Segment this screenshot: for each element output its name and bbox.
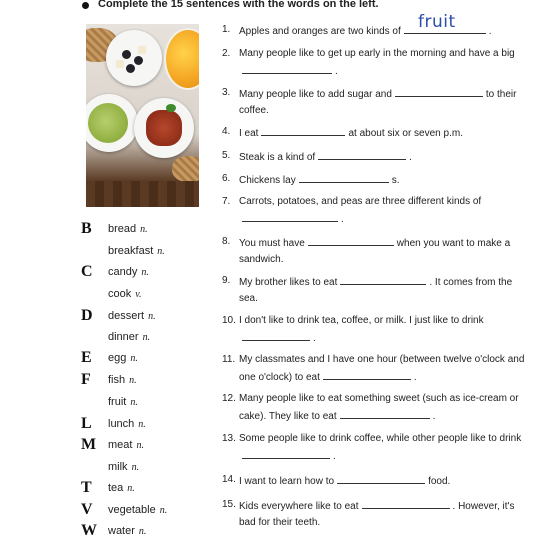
sentence-text-before: Many people like to eat something sweet (such as ice-cream or cake). They like to eat — [239, 393, 519, 422]
dried-tomato-shape — [146, 110, 182, 146]
sentence-text-before: I don't like to drink tea, coffee, or milk. I just like to drink — [239, 315, 484, 326]
olive-shape — [122, 50, 131, 59]
vocab-word-text: candy — [108, 266, 138, 278]
sentence-number: 1. — [222, 24, 231, 35]
wooden-table — [86, 181, 199, 207]
cheese-shape — [116, 60, 124, 68]
sentence-text — [239, 431, 529, 465]
sentence-text-before: Kids everywhere like to eat — [239, 501, 359, 512]
sentence-text-before: You must have — [239, 238, 305, 249]
part-of-speech: n. — [131, 462, 140, 473]
sentence-text — [239, 194, 529, 228]
vocab-word-text: breakfast — [108, 245, 154, 257]
sentence-text-after: . — [413, 372, 417, 383]
olive-shape — [126, 64, 135, 73]
sentence-text-after: . — [335, 66, 338, 77]
food-photo — [86, 24, 199, 207]
sentence-text — [239, 472, 529, 490]
part-of-speech: n. — [159, 505, 168, 516]
vocab-word — [108, 396, 138, 408]
vocab-word — [108, 266, 149, 278]
vocab-word-text: milk — [108, 461, 128, 473]
sentence-text — [239, 352, 529, 386]
vocab-word-text: bread — [108, 223, 137, 235]
guacamole-shape — [88, 103, 128, 143]
index-letter: L — [81, 415, 92, 432]
part-of-speech: n. — [138, 526, 147, 537]
vocab-word-text: fish — [108, 374, 126, 386]
vocab-word — [108, 525, 146, 537]
sentence-text-after: . However, it's bad for their teeth. — [239, 501, 515, 528]
part-of-speech: n. — [141, 267, 149, 278]
sentence-text-after: . — [341, 214, 344, 225]
sentence-number: 2. — [222, 48, 231, 59]
vocab-word — [108, 352, 138, 364]
vocab-word-text: meat — [108, 439, 133, 451]
sentence-number: 13. — [222, 433, 236, 444]
sentence-text — [239, 313, 529, 347]
sentence-number: 14. — [222, 474, 236, 485]
sentence-number: 3. — [222, 87, 231, 98]
sentence-text — [239, 85, 529, 119]
answer-blank[interactable] — [242, 210, 338, 222]
bread-shape — [172, 156, 199, 182]
part-of-speech: n. — [130, 353, 138, 364]
vocab-word-text: cook — [108, 288, 132, 300]
vocab-word-text: egg — [108, 352, 127, 364]
instruction-heading: Complete the 15 sentences with the words on the left. — [98, 0, 379, 10]
sentence-text — [239, 148, 529, 166]
sentence-text — [239, 46, 529, 80]
part-of-speech: n. — [129, 375, 137, 386]
answer-blank[interactable] — [318, 148, 406, 160]
part-of-speech: n. — [157, 246, 165, 257]
vocab-word-text: vegetable — [108, 504, 156, 516]
index-letter: V — [81, 501, 93, 518]
answer-blank[interactable] — [242, 62, 332, 74]
sentence-number: 12. — [222, 393, 236, 404]
vocab-word — [108, 482, 135, 494]
sentence-text-after: food. — [428, 476, 451, 487]
sentence-text-before: Many people like to add sugar and — [239, 89, 392, 100]
answer-blank[interactable] — [395, 85, 483, 97]
answer-blank[interactable] — [261, 124, 345, 136]
basil-leaf-shape — [166, 104, 176, 112]
part-of-speech: n. — [140, 224, 148, 235]
sentence-number: 5. — [222, 150, 231, 161]
vocab-word-text: lunch — [108, 418, 135, 430]
sentence-text-after: to their coffee. — [239, 89, 517, 116]
answer-blank[interactable] — [242, 329, 310, 341]
sentence-text-before: Steak is a kind of — [239, 152, 316, 163]
orange-juice-glass — [164, 28, 199, 90]
sentence-text-before: My classmates and I have one hour (between twelve o'clock and one o'clock) to eat — [239, 354, 525, 383]
vocab-word — [108, 245, 165, 257]
answer-blank[interactable] — [340, 407, 430, 419]
olive-shape — [134, 56, 143, 65]
part-of-speech: v. — [135, 289, 142, 300]
vocab-word — [108, 223, 148, 235]
vocab-word — [108, 331, 150, 343]
cheese-shape — [138, 46, 146, 54]
part-of-speech: n. — [142, 332, 151, 343]
vocab-word — [108, 461, 139, 473]
sentence-number: 4. — [222, 126, 231, 137]
sentence-text-after: when you want to make a sandwich. — [239, 238, 511, 265]
sentence-number: 9. — [222, 275, 231, 286]
answer-blank[interactable] — [308, 234, 394, 246]
sentence-number: 7. — [222, 196, 231, 207]
part-of-speech: n. — [148, 311, 156, 322]
sentence-text-before: I want to learn how to — [239, 476, 335, 487]
index-letter: B — [81, 220, 92, 237]
vocab-word — [108, 418, 146, 430]
sentence-text-before: Some people like to drink coffee, while other people like to drink — [239, 433, 522, 444]
index-letter: T — [81, 479, 92, 496]
sentence-text-after: . — [313, 333, 316, 344]
sentence-text-after: . It comes from the sea. — [239, 277, 513, 304]
sentence-text-after: . — [488, 26, 492, 37]
vocab-word — [108, 288, 141, 300]
sentence-text-after: . — [432, 411, 436, 422]
sentence-text — [239, 22, 529, 40]
sentence-number: 10. — [222, 315, 236, 326]
sentence-text-before: I eat — [239, 128, 259, 139]
sentence-text — [239, 273, 529, 307]
sentence-number: 8. — [222, 236, 231, 247]
sentence-text-after: at about six or seven p.m. — [348, 128, 463, 139]
vocab-word — [108, 439, 144, 451]
vocab-word — [108, 310, 156, 322]
sentence-text-before: Carrots, potatoes, and peas are three different kinds of — [239, 196, 482, 207]
sentence-text — [239, 124, 529, 142]
vocab-word-text: tea — [108, 482, 124, 494]
part-of-speech: n. — [127, 483, 135, 494]
index-letter: M — [81, 436, 97, 453]
answer-blank[interactable] — [337, 472, 425, 484]
bullet-icon — [82, 2, 89, 9]
index-letter: F — [81, 371, 91, 388]
sentence-text-before: Many people like to get up early in the morning and have a big — [239, 48, 515, 59]
sentence-text — [239, 391, 529, 425]
index-letter: D — [81, 307, 93, 324]
vocab-word-text: water — [108, 525, 135, 537]
part-of-speech: n. — [136, 440, 144, 451]
part-of-speech: n. — [130, 397, 138, 408]
sentence-number: 11. — [222, 354, 236, 365]
sentence-text-before: My brother likes to eat — [239, 277, 338, 288]
answer-blank[interactable] — [299, 171, 389, 183]
answer-blank[interactable] — [340, 273, 426, 285]
sentence-text-before: Chickens lay — [239, 175, 296, 186]
vocab-word-text: dinner — [108, 331, 139, 343]
index-letter: C — [81, 263, 93, 280]
vocab-word — [108, 504, 167, 516]
sentence-text — [239, 171, 529, 189]
sentence-text — [239, 234, 529, 268]
handwritten-answer: fruit — [418, 12, 456, 32]
sentence-number: 15. — [222, 499, 236, 510]
answer-blank[interactable] — [362, 497, 450, 509]
vocab-word-text: fruit — [108, 396, 127, 408]
index-letter: E — [81, 349, 92, 366]
index-letter: W — [81, 522, 97, 539]
sentence-text-after: s. — [391, 175, 400, 186]
sentence-text — [239, 497, 529, 531]
part-of-speech: n. — [138, 419, 146, 430]
sentence-number: 6. — [222, 173, 231, 184]
vocab-word-text: dessert — [108, 310, 145, 322]
answer-blank[interactable] — [242, 447, 330, 459]
sentence-text-before: Apples and oranges are two kinds of — [239, 26, 401, 37]
sentence-text-after: . — [333, 451, 336, 462]
vocab-word — [108, 374, 137, 386]
sentence-text-after: . — [409, 152, 412, 163]
answer-blank[interactable] — [323, 368, 411, 380]
